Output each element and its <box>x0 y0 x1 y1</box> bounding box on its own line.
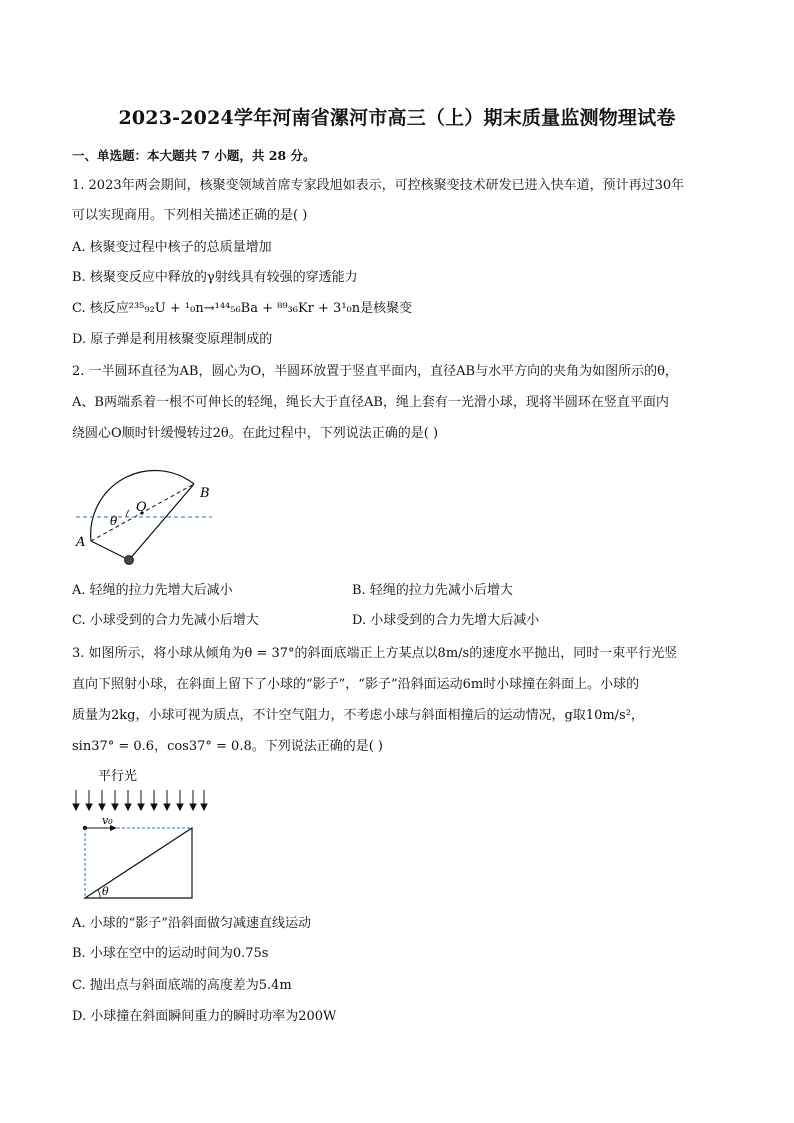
label-v0: v₀ <box>102 814 113 827</box>
q3-stem-line1: 3. 如图所示，将小球从倾角为θ = 37°的斜面底端正上方某点以8m/s的速度水平抛出，同时一束平行光竖 <box>72 646 678 661</box>
incline-angle-arc <box>98 890 100 898</box>
q2-option-a: A. 轻绳的拉力先增大后减小 <box>72 583 233 598</box>
q2-stem-line1: 2. 一半圆环直径为AB，圆心为O，半圆环放置于竖直平面内，直径AB与水平方向的夹角为如图所示的θ， <box>72 364 678 379</box>
light-arrows <box>73 790 207 810</box>
q2-option-c: C. 小球受到的合力先减小后增大 <box>72 613 259 628</box>
q3-stem-line3: 质量为2kg，小球可视为质点，不计空气阻力，不考虑小球与斜面相撞后的运动情况，g取10m/s²， <box>72 708 644 723</box>
q2-option-d: D. 小球受到的合力先增大后减小 <box>352 613 540 628</box>
q1-option-a: A. 核聚变过程中核子的总质量增加 <box>72 240 272 255</box>
theta-arc <box>126 510 129 517</box>
q2-stem-line3: 绕圆心O顺时针缓慢转过2θ。在此过程中，下列说法正确的是( ) <box>72 426 439 441</box>
rope-right <box>129 484 194 560</box>
q1-option-d: D. 原子弹是利用核聚变原理制成的 <box>72 332 273 347</box>
rope-left <box>91 541 129 560</box>
q3-option-c: C. 抛出点与斜面底端的高度差为5.4m <box>72 978 292 993</box>
q3-option-b: B. 小球在空中的运动时间为0.75s <box>72 946 269 961</box>
q3-option-a: A. 小球的“影子”沿斜面做匀减速直线运动 <box>72 916 311 931</box>
label-theta: θ <box>110 514 118 528</box>
label-o: O <box>136 500 147 515</box>
q1-stem-line1: 1. 2023年两会期间，核聚变领域首席专家段旭如表示，可控核聚变技术研发已进入快车道，预计再过30年 <box>72 178 685 193</box>
ball <box>125 556 134 565</box>
q3-option-d: D. 小球撞在斜面瞬间重力的瞬时功率为200W <box>72 1009 337 1024</box>
page-title: 2023-2024学年河南省漯河市高三（上）期末质量监测物理试卷 <box>118 107 676 129</box>
q3-stem-line2: 直向下照射小球，在斜面上留下了小球的“影子”，“影子”沿斜面运动6m时小球撞在斜面上。小球的 <box>72 677 640 692</box>
q2-option-b: B. 轻绳的拉力先减小后增大 <box>352 583 513 598</box>
label-theta: θ <box>102 885 109 898</box>
q1-option-b: B. 核聚变反应中释放的γ射线具有较强的穿透能力 <box>72 270 358 285</box>
label-b: B <box>200 486 210 501</box>
q3-stem-line4: sin37° = 0.6，cos37° = 0.8。下列说法正确的是( ) <box>72 739 384 754</box>
q1-option-c: C. 核反应²³⁵₉₂U + ¹₀n→¹⁴⁴₅₆Ba + ⁸⁹₃₆Kr + 3¹₀n是核聚变 <box>72 301 413 316</box>
section-heading: 一、单选题：本大题共 7 小题，共 28 分。 <box>72 148 316 163</box>
parallel-light-label: 平行光 <box>98 769 138 784</box>
q2-stem-line2: A、B两端系着一根不可伸长的轻绳，绳长大于直径AB，绳上套有一光滑小球，现将半圆环在竖直平面内 <box>72 395 669 410</box>
q1-stem-line2: 可以实现商用。下列相关描述正确的是( ) <box>72 208 308 223</box>
label-a: A <box>76 535 86 550</box>
q3-incline-figure <box>70 764 220 904</box>
q2-semicircle-figure <box>70 450 230 570</box>
